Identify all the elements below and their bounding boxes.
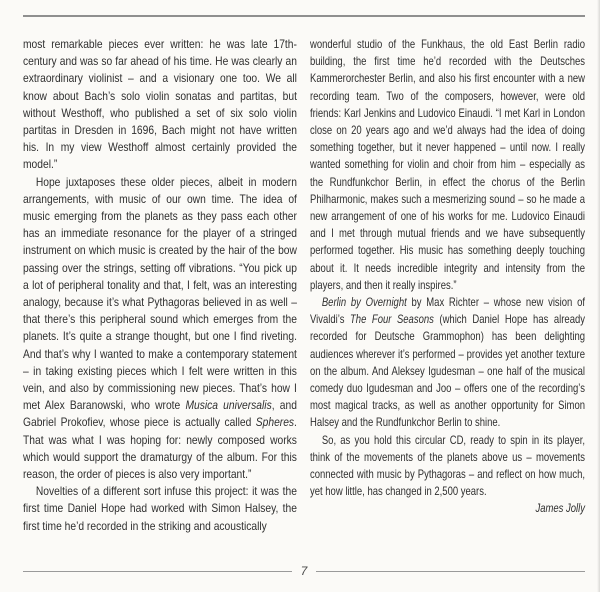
left-column bbox=[23, 36, 297, 535]
paragraph bbox=[23, 174, 297, 484]
text-run: So, as you hold this circular CD, ready to spin in its player, think of the movements of the planets above us – movements connected with music by Pythagoras – and reflect on how much, yet how little, has changed in 2,500 years. bbox=[310, 432, 585, 499]
left-column-text bbox=[23, 36, 297, 535]
text-run: (which Daniel Hope has already recorded for Deutsche Grammophon) has been delighting audiences wherever it’s performed – provides yet another texture on the album. And Aleksey Igudesman – one half of the musical comedy duo Igudesman and Joo – offers one of the recording’s most magical tracks, as well as another opportunity for Simon Halsey and the Rundfunkchor Berlin to shine. bbox=[310, 312, 586, 430]
italic-text-run: Spheres bbox=[255, 415, 295, 430]
paragraph bbox=[310, 432, 585, 501]
paragraph bbox=[310, 36, 585, 294]
text-run: , and Gabriel Prokofiev, whose piece is actually called bbox=[23, 398, 297, 430]
text-run: Novelties of a different sort infuse this project: it was the first time Daniel Hope had worked with Simon Halsey, the first time he’d recorded in the striking and acoustically bbox=[23, 484, 297, 533]
right-column bbox=[310, 36, 585, 535]
text-columns bbox=[23, 36, 585, 535]
italic-text-run: James Jolly bbox=[535, 501, 585, 516]
italic-text-run: The Four Seasons bbox=[350, 312, 434, 327]
italic-text-run: Berlin by Overnight bbox=[321, 295, 407, 310]
text-run: Hope juxtaposes these older pieces, albeit in modern arrangements, with music of our own time. The idea of music emerging from the planets as they pass each other has an immediate resonance for the player of a stringed instrument on which music is created by the hair of the bow passing over the strings, setting off vibrations. “You pick up a lot of peripheral tonality and that, I felt, was an interesting analogy, because it’s what Pythagoras believed in as well – that there’s this peripheral sound which emerges from the planets. It’s quite a strange thought, but one I find riveting. And that’s why I wanted to make a contemporary statement – in taking existing pieces which I felt were written in this vein, and also by commissioning new pieces. That’s how I met Alex Baranowski, who wrote bbox=[23, 174, 297, 413]
text-run: most remarkable pieces ever written: he was late 17th-century and was so far ahead of his time. He was clearly an extraordinary violinist – and a visionary one too. We all know about Bach’s solo violin sonatas and partitas, but without Westhoff, who published a set of six solo violin partitas in Dresden in 1696, Bach might not have written his. In my view Westhoff almost certainly provided the model.” bbox=[23, 37, 297, 172]
footer-rule-right bbox=[316, 571, 585, 572]
footer-rule-left bbox=[23, 571, 292, 572]
text-run: wonderful studio of the Funkhaus, the old East Berlin radio building, the first time he’d recorded with the Deutsches Kammerorchester Berlin, and also his first encounter with a new recording team. Two of the composers, however, were old friends: Karl Jenkins and Ludovico Einaudi. “I met Karl in London close on 20 years ago and we’d always had the idea of doing something together, but it never happened – until now. I really wanted something for violin and choir from him – especially as the Rundfunkchor Berlin, in effect the chorus of the Berlin Philharmonic, makes such a mesmerizing sound – so he made a new arrangement of one of his works for me. Ludovico Einaudi and I met through mutual friends and we have subsequently performed together. His music has something deeply touching about it. It needs incredible integrity and intensity from the players, and then it really inspires.” bbox=[310, 37, 585, 292]
page-footer bbox=[23, 563, 585, 579]
text-run: by Max Richter – whose new vision of Vivaldi’s bbox=[310, 295, 585, 327]
text-run: . That was what I was hoping for: newly composed works which would support the dramaturgy of the album. For this reason, the order of pieces is also very important.” bbox=[23, 415, 297, 482]
paragraph bbox=[310, 294, 585, 432]
page-number: 7 bbox=[300, 564, 308, 578]
italic-text-run: Musica universalis bbox=[185, 398, 272, 413]
paragraph bbox=[23, 36, 297, 174]
paragraph bbox=[310, 500, 585, 517]
paragraph bbox=[23, 483, 297, 535]
top-rule bbox=[23, 15, 585, 17]
right-column-text bbox=[310, 36, 585, 518]
